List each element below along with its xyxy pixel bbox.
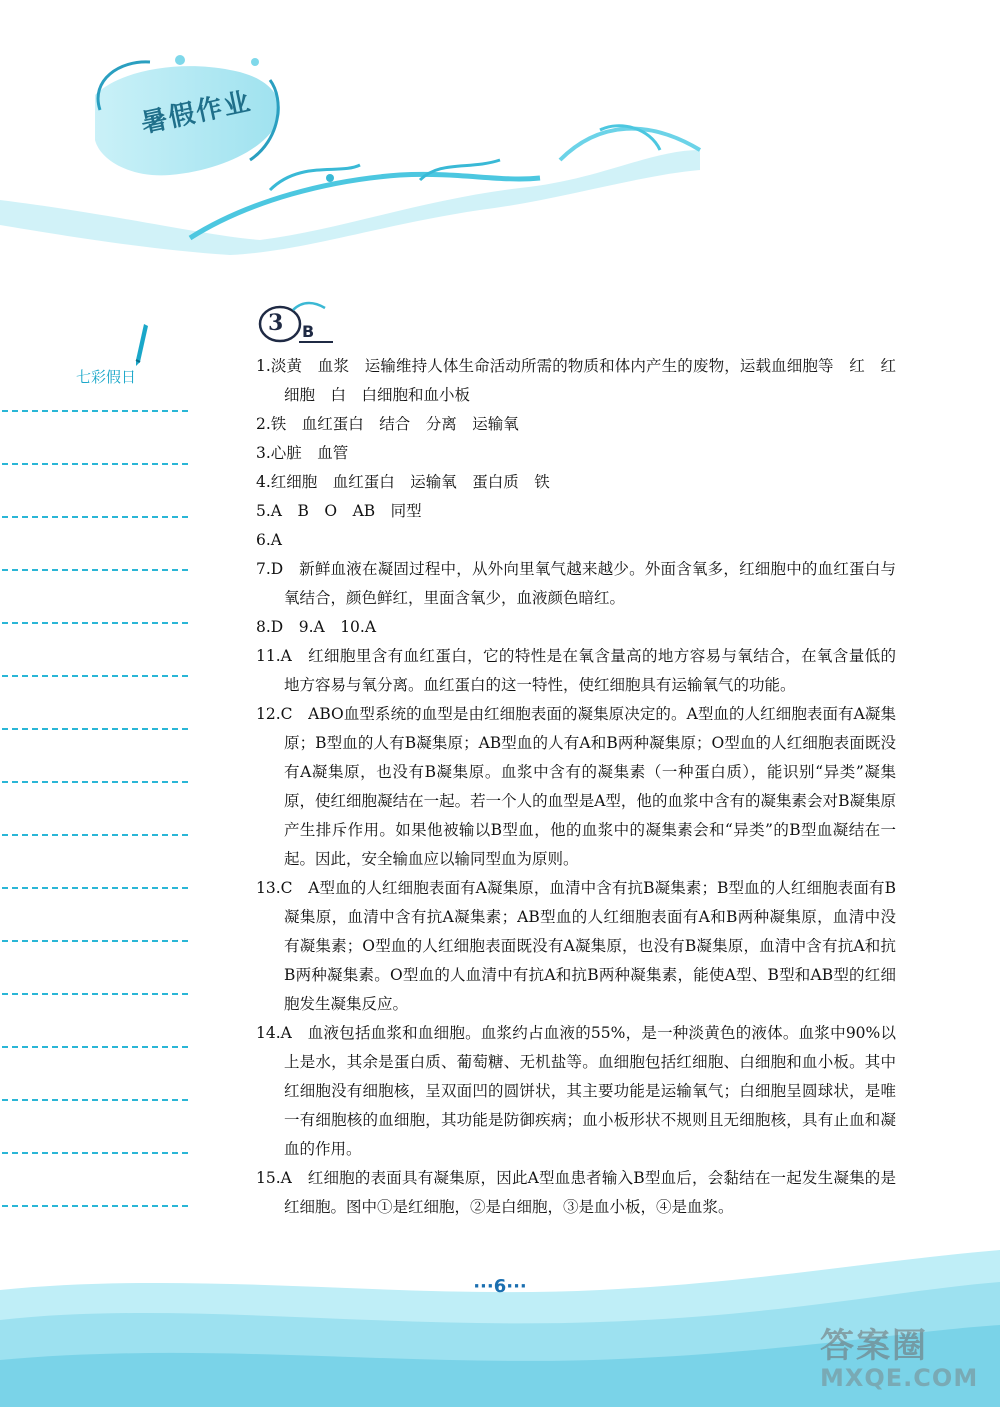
writing-line — [2, 940, 188, 942]
writing-line — [2, 569, 188, 571]
writing-line — [2, 1046, 188, 1048]
watermark-url: MXQE.COM — [820, 1364, 979, 1392]
answer-item: 12.C ABO血型系统的血型是由红细胞表面的凝集原决定的。A型血的人红细胞表面有A凝集原；B型血的人有B凝集原；AB型血的人有A和B两种凝集原；O型血的人红细胞表面既没有A凝集原，也没有B凝集原。血浆中含有的凝集素（一种蛋白质），能识别“异类”凝集原，使红细胞凝结在一起。若一个人的血型是A型，他的血浆中含有的凝集素会对B凝集原产生排斥作用。如果他被输以B型血，他的血浆中的凝集素会和“异类”的B型血凝结在一起。因此，安全输血应以输同型血为原则。 — [256, 705, 896, 868]
header-title: 暑假作业 — [138, 86, 255, 140]
writing-line — [2, 834, 188, 836]
writing-line — [2, 781, 188, 783]
writing-line — [2, 675, 188, 677]
answer-item: 6.A — [256, 531, 282, 549]
answer-item: 8.D 9.A 10.A — [256, 618, 377, 636]
answer-item: 7.D 新鲜血液在凝固过程中，从外向里氧气越来越少。外面含氧多，红细胞中的血红蛋白与氧结合，颜色鲜红，里面含氧少，血液颜色暗红。 — [256, 560, 896, 607]
section-badge — [255, 298, 335, 346]
section-number: 3 — [268, 310, 284, 336]
watermark-logo: 答案圈 — [820, 1326, 928, 1366]
writing-line — [2, 622, 188, 624]
section-sub: B — [302, 322, 315, 341]
writing-line — [2, 410, 188, 412]
answer-item: 14.A 血液包括血浆和血细胞。血浆约占血液的55%，是一种淡黄色的液体。血浆中90%以上是水，其余是蛋白质、葡萄糖、无机盐等。血细胞包括红细胞、白细胞和血小板。其中红细胞没有细胞核，呈双面凹的圆饼状，其主要功能是运输氧气；白细胞呈圆球状，是唯一有细胞核的血细胞，其功能是防御疾病；血小板形状不规则且无细胞核，具有止血和凝血的作用。 — [256, 1024, 896, 1158]
writing-line — [2, 887, 188, 889]
sidebar-label: 七彩假日 — [76, 368, 137, 386]
answer-item: 2.铁 血红蛋白 结合 分离 运输氧 — [256, 415, 519, 433]
answer-list — [256, 352, 896, 1222]
writing-line — [2, 993, 188, 995]
writing-line — [2, 728, 188, 730]
answer-item: 11.A 红细胞里含有血红蛋白，它的特性是在氧含量高的地方容易与氧结合，在氧含量低的地方容易与氧分离。血红蛋白的这一特性，使红细胞具有运输氧气的功能。 — [256, 647, 896, 694]
answer-item: 5.A B O AB 同型 — [256, 502, 422, 520]
answer-item: 13.C A型血的人红细胞表面有A凝集原，血清中含有抗B凝集素；B型血的人红细胞表面有B凝集原，血清中含有抗A凝集素；AB型血的人红细胞表面有A和B两种凝集原，血清中没有凝集素；O型血的人红细胞表面既没有A凝集原，也没有B凝集原，血清中含有抗A和抗B两种凝集素。O型血的人血清中有抗A和抗B两种凝集素，能使A型、B型和AB型的红细胞发生凝集反应。 — [256, 879, 896, 1013]
page-number: ···6··· — [473, 1276, 527, 1297]
answer-item: 1.淡黄 血浆 运输维持人体生命活动所需的物质和体内产生的废物，运载血细胞等 红 红细胞 白 白细胞和血小板 — [256, 357, 896, 404]
writing-line — [2, 516, 188, 518]
writing-line — [2, 463, 188, 465]
writing-line — [2, 1205, 188, 1207]
pen-icon — [132, 322, 152, 368]
writing-line — [2, 1099, 188, 1101]
answer-item: 4.红细胞 血红蛋白 运输氧 蛋白质 铁 — [256, 473, 550, 491]
answer-item: 15.A 红细胞的表面具有凝集原，因此A型血患者输入B型血后，会黏结在一起发生凝集的是红细胞。图中①是红细胞，②是白细胞，③是血小板，④是血浆。 — [256, 1169, 896, 1216]
answer-item: 3.心脏 血管 — [256, 444, 349, 462]
writing-line — [2, 1152, 188, 1154]
